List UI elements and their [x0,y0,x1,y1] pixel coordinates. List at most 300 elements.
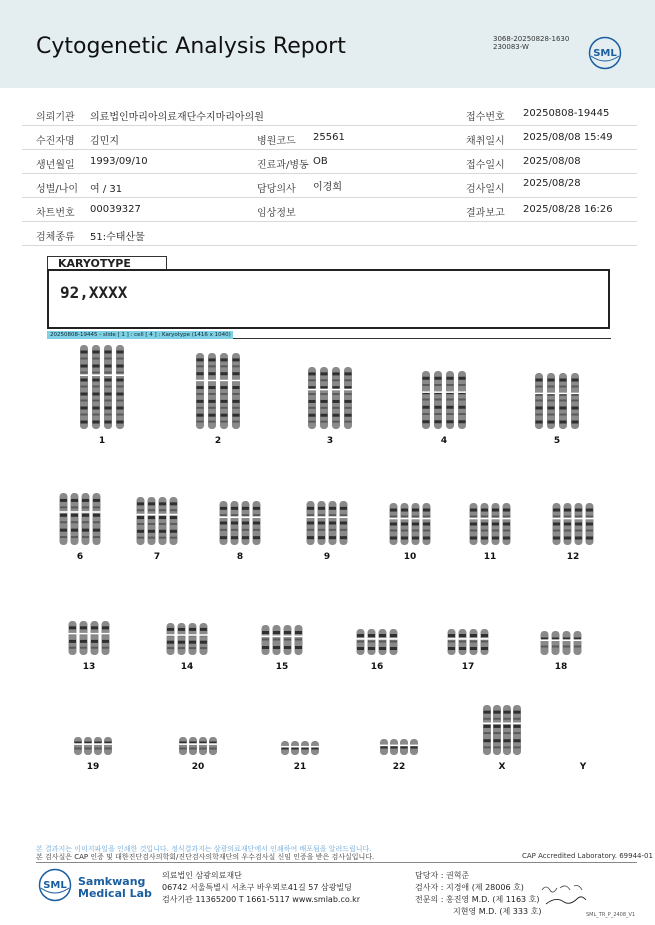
centromere [166,634,175,636]
centromere [400,518,409,520]
chromosome-band [575,523,582,526]
chromosome-band [423,509,430,512]
chromosome-band [167,647,174,649]
chromosome-band [574,646,581,648]
chromosome-band [71,506,78,508]
chromosome-band [470,530,477,532]
chromosome-label-14: 14 [180,662,194,672]
chromosome-band [159,502,166,505]
centromere [562,639,571,641]
chromosome-band [117,400,124,402]
chromosome-band [536,386,543,388]
centromere [574,518,583,520]
org-line3: 검사기관 11365200 T 1661-5117 www.smlab.co.kr [162,895,361,904]
chromosome-label-X: X [498,762,506,772]
chromosome-band [221,365,228,367]
chromosome-band [105,351,112,354]
chromosome-pair-X [483,705,522,772]
chromosome-band [412,523,419,526]
chromosome-band [60,536,67,538]
chromosome-19-copy-2 [84,737,92,755]
centromere [169,514,178,516]
chromosome-band [231,522,238,525]
chromosome-band [93,499,100,502]
chromosome-band [209,372,216,375]
centromere [563,518,572,520]
chromosome-band [379,641,386,643]
centromere [389,518,398,520]
centromere [469,518,478,520]
info-row-4 [22,174,637,198]
chromosome-band [447,399,454,401]
chromosome-3-copy-2 [320,367,328,429]
chromosome-band [484,739,491,742]
chromosome-band [220,536,227,539]
chromosome-band [329,522,336,525]
chromosome-band [221,407,228,409]
chromosome-band [189,647,196,649]
info-row-5 [22,198,637,222]
chromosome-band [481,537,488,540]
chromosome-13-copy-3 [91,621,99,655]
chromosome-band [412,537,419,540]
centromere [79,633,88,635]
chromosome-band [494,739,501,742]
chromosome-band [167,628,174,631]
specimen-value: 51:수태산물 [90,232,145,243]
sml-footer-logo-text: SML [43,880,67,891]
chromosome-band [102,640,109,643]
chromosome-band [494,711,501,714]
chromosome-band [91,640,98,643]
chromosome-band [309,393,316,395]
chromosome-band [170,537,177,539]
chromosome-band [321,414,328,417]
chromosome-band [189,641,196,644]
chromosome-band [80,626,87,629]
chromosome-3-copy-4 [344,367,352,429]
chromosome-band [470,509,477,512]
centromere [585,518,594,520]
chromosome-band [553,516,560,518]
chromosome-band [81,379,88,382]
chromosome-band [95,748,102,750]
chromosome-pair-15 [261,625,303,672]
chromosome-band [93,372,100,374]
chromosome-band [233,365,240,367]
chromosome-band [329,536,336,539]
chromosome-band [221,372,228,375]
centromere [94,743,103,745]
chromosome-pair-10 [389,503,431,562]
centromere [101,633,110,635]
centromere [400,745,409,747]
chromosome-band [586,537,593,540]
chromosome-band [357,634,364,637]
centromere [252,516,261,518]
chromosome-band [81,386,88,388]
centromere [291,746,300,748]
sex-age-label: 성별/나이 [36,184,79,195]
chromosome-3-copy-1 [308,367,316,429]
chromosome-3-copy-3 [332,367,340,429]
staff-info [415,870,541,918]
chromosome-band [117,386,124,388]
test-date-label: 검사일시 [466,184,505,195]
chromosome-band [178,647,185,649]
centromere [308,389,317,391]
chromosome-band [586,530,593,532]
chromosome-band [93,421,100,424]
chromosome-band [514,718,521,720]
chromosome-band [379,647,386,650]
chromosome-band [321,400,328,403]
chromosome-band [221,421,228,423]
centromere [104,374,113,376]
centromere [480,518,489,520]
chromosome-band [137,509,144,511]
chromosome-band [170,523,177,525]
chromosome-band [504,725,511,728]
chromosome-band [233,400,240,403]
form-code: SML_TR_P_2408_V1 [586,912,636,918]
chromosome-band [209,421,216,423]
chromosome-band [548,400,555,402]
sml-logo-text: SML [593,48,617,59]
chromosome-band [170,509,177,511]
chromosome-band [105,386,112,388]
chromosome-band [284,631,291,634]
chromosome-band [262,646,269,649]
chromosome-band [481,516,488,518]
centromere [179,743,188,745]
chromosome-band [575,509,582,512]
chromosome-band [209,414,216,417]
centromere [469,638,478,640]
chromosome-band [484,732,491,734]
chromosome-band [197,407,204,409]
chromosome-band [105,407,112,410]
report-code [493,35,569,51]
centromere [458,638,467,640]
clinical-info-label: 임상정보 [257,208,296,219]
chromosome-band [81,400,88,402]
chromosome-band [357,647,364,650]
chromosome-band [494,732,501,734]
chromosome-band [435,413,442,415]
chromosome-band [233,407,240,409]
chromosome-19-copy-4 [104,737,112,755]
centromere [136,514,145,516]
chromosome-band [233,386,240,389]
chromosome-band [209,400,216,403]
centromere [446,391,455,393]
chromosome-band [492,523,499,526]
chromosome-band [368,634,375,637]
chromosome-band [536,407,543,410]
chromosome-label-22: 22 [392,762,406,772]
chromosome-band [423,413,430,415]
chromosome-band [536,421,543,424]
centromere [84,743,93,745]
chromosome-band [221,358,228,361]
centromere [220,380,229,382]
chromosome-band [548,421,555,424]
chromosome-band [159,530,166,533]
chromosome-band [105,393,112,396]
centromere [196,380,205,382]
chromosome-band [82,506,89,508]
chromosome-band [117,407,124,410]
centromere [447,638,456,640]
chromosome-band [572,379,579,382]
chromosome-18-copy-2 [552,631,560,655]
chromosome-band [81,351,88,354]
chromosome-band [447,413,454,415]
info-row-2 [22,126,637,150]
chromosome-band [390,647,397,650]
chromosome-pair-8 [219,501,261,562]
info-row-6 [22,222,637,246]
chromosome-pair-18 [540,631,582,672]
chromosome-band [448,634,455,637]
chromosome-band [586,509,593,512]
chromosome-band [423,530,430,532]
chromosome-band [340,507,347,510]
chromosome-band [209,386,216,389]
chromosome-band [481,523,488,526]
chromosome-band [504,718,511,720]
chromosome-band [560,379,567,382]
chromosome-band [309,400,316,403]
chromosome-14-copy-3 [189,623,197,655]
chromosome-band [200,748,207,750]
chromosome-band [105,365,112,368]
chromosome-band [435,377,442,380]
chromosome-band [80,647,87,649]
chromosome-band [504,739,511,742]
chromosome-band [148,523,155,525]
report-code-line1: 3068-20250828-1630 [493,35,570,43]
chromosome-pair-9 [306,501,348,562]
chromosome-band [318,522,325,525]
chromosome-band [340,529,347,531]
chromosome-pair-12 [552,503,594,562]
chromosome-band [93,400,100,402]
chromosome-pair-3 [308,367,353,446]
chromosome-band [284,639,291,641]
chromosome-band [170,530,177,533]
chromosome-pair-Y [579,762,587,772]
chromosome-band [514,732,521,734]
centromere [272,636,281,638]
chromosome-band [71,521,78,523]
chromosome-band [345,414,352,417]
chromosome-band [105,400,112,402]
chromosome-band [307,507,314,510]
chromosome-band [390,530,397,532]
chromosome-18-copy-1 [541,631,549,655]
centromere [158,514,167,516]
centromere [513,723,522,725]
chromosome-band [586,523,593,526]
chromosome-band [390,516,397,518]
chromosome-pair-7 [136,497,178,562]
footer-divider [36,862,637,863]
chromosome-band [318,514,325,516]
centromere [90,633,99,635]
chromosome-band [117,358,124,360]
chromosome-band [71,529,78,532]
chromosome-pair-13 [68,621,110,672]
chromosome-band [307,514,314,516]
chromosome-band [492,509,499,512]
chromosome-band [514,746,521,748]
chromosome-band [318,536,325,539]
centromere [493,723,502,725]
chromosome-band [221,386,228,389]
chromosome-band [548,407,555,410]
chromosome-band [345,379,352,381]
chromosome-band [309,414,316,417]
chromosome-pair-16 [356,629,398,672]
centromere [74,743,83,745]
chromosome-band [572,407,579,410]
chromosome-band [242,522,249,525]
chromosome-band [117,351,124,354]
chromosome-band [412,509,419,512]
chromosome-band [137,530,144,533]
centromere [68,633,77,635]
chromosome-band [318,529,325,531]
chromosome-band [329,514,336,516]
chromosome-band [93,379,100,382]
chromosome-band [481,641,488,643]
chromosome-band [459,413,466,415]
chromosome-band [470,523,477,526]
chromosome-band [575,537,582,540]
info-row-3 [22,150,637,174]
chromosome-band [69,626,76,629]
chromosome-band [93,521,100,523]
chromosome-label-18: 18 [554,662,568,672]
chromosome-label-13: 13 [82,662,96,672]
chromosome-label-11: 11 [483,552,497,562]
chromosome-band [105,372,112,374]
chromosome-band [82,536,89,538]
chromosome-label-16: 16 [370,662,384,672]
chromosome-band [390,537,397,540]
chromosome-band [93,514,100,517]
slide-info-bar: 20250808-19445 - slide [ 1 ] : cell [ 4 ] : Karyotype (1416 x 1040) [47,331,233,339]
chromosome-band [333,372,340,375]
chromosome-band [82,499,89,502]
reception-date-value: 2025/08/08 [523,156,581,167]
chromosome-pair-6 [59,493,101,562]
chromosome-band [423,377,430,380]
chromosome-label-Y: Y [579,762,587,772]
chromosome-band [448,641,455,643]
chromosome-band [318,507,325,510]
chromosome-band [503,537,510,540]
chromosome-band [93,506,100,508]
centromere [209,743,218,745]
chromosome-band [273,646,280,649]
chromosome-band [233,372,240,375]
chromosome-band [242,507,249,510]
chromosome-band [548,414,555,416]
centromere [390,745,399,747]
chromosome-band [93,407,100,410]
chromosome-band [459,634,466,637]
accreditation-text: 본 검사실은 CAP 인증 및 대한진단검사의학회/진단검사의학재단의 우수검사실 신임 인증을 받은 검사실입니다. [36,853,375,861]
chromosome-band [379,634,386,637]
chromosome-pair-19 [74,737,113,772]
centromere [573,639,582,641]
centromere [147,514,156,516]
chromosome-band [60,514,67,517]
chromosome-band [321,379,328,381]
chromosome-band [60,521,67,523]
chromosome-band [504,711,511,714]
chromosome-band [470,537,477,540]
chromosome-band [345,372,352,375]
chromosome-band [197,400,204,403]
chromosome-pair-2 [196,353,241,446]
chromosome-band [470,516,477,518]
chromosome-band [105,414,112,416]
chromosome-label-3: 3 [326,436,334,446]
chromosome-band [423,523,430,526]
chromosome-band [321,393,328,395]
chromosome-band [102,647,109,649]
centromere [380,745,389,747]
specimen-label: 검체종류 [36,232,75,243]
chromosome-band [85,748,92,750]
slide-divider [233,338,611,339]
collection-date-value: 2025/08/08 15:49 [523,132,613,143]
chromosome-band [333,393,340,395]
requesting-institution-label: 의뢰기관 [36,112,75,123]
chromosome-band [117,379,124,382]
chromosome-band [221,414,228,417]
chromosome-band [253,522,260,525]
chromosome-band [178,641,185,644]
chromosome-20-copy-3 [199,737,207,755]
report-date-label: 결과보고 [466,208,505,219]
chromosome-band [492,530,499,532]
centromere [320,389,329,391]
chromosome-band [309,407,316,409]
centromere [230,516,239,518]
reception-no-value: 20250808-19445 [523,108,610,119]
chromosome-band [572,386,579,388]
chromosome-2-copy-3 [220,353,228,429]
chromosome-band [233,358,240,361]
chromosome-band [273,631,280,634]
centromere [378,638,387,640]
chromosome-18-copy-4 [574,631,582,655]
chromosome-band [560,386,567,388]
centromere [480,638,489,640]
doctor-label: 담당의사 [257,184,296,195]
chromosome-19-copy-3 [94,737,102,755]
chromosome-band [447,384,454,386]
chromosome-pair-4 [422,371,467,446]
chromosome-20-copy-4 [209,737,217,755]
chromosome-13-copy-1 [69,621,77,655]
chromosome-band [340,514,347,516]
